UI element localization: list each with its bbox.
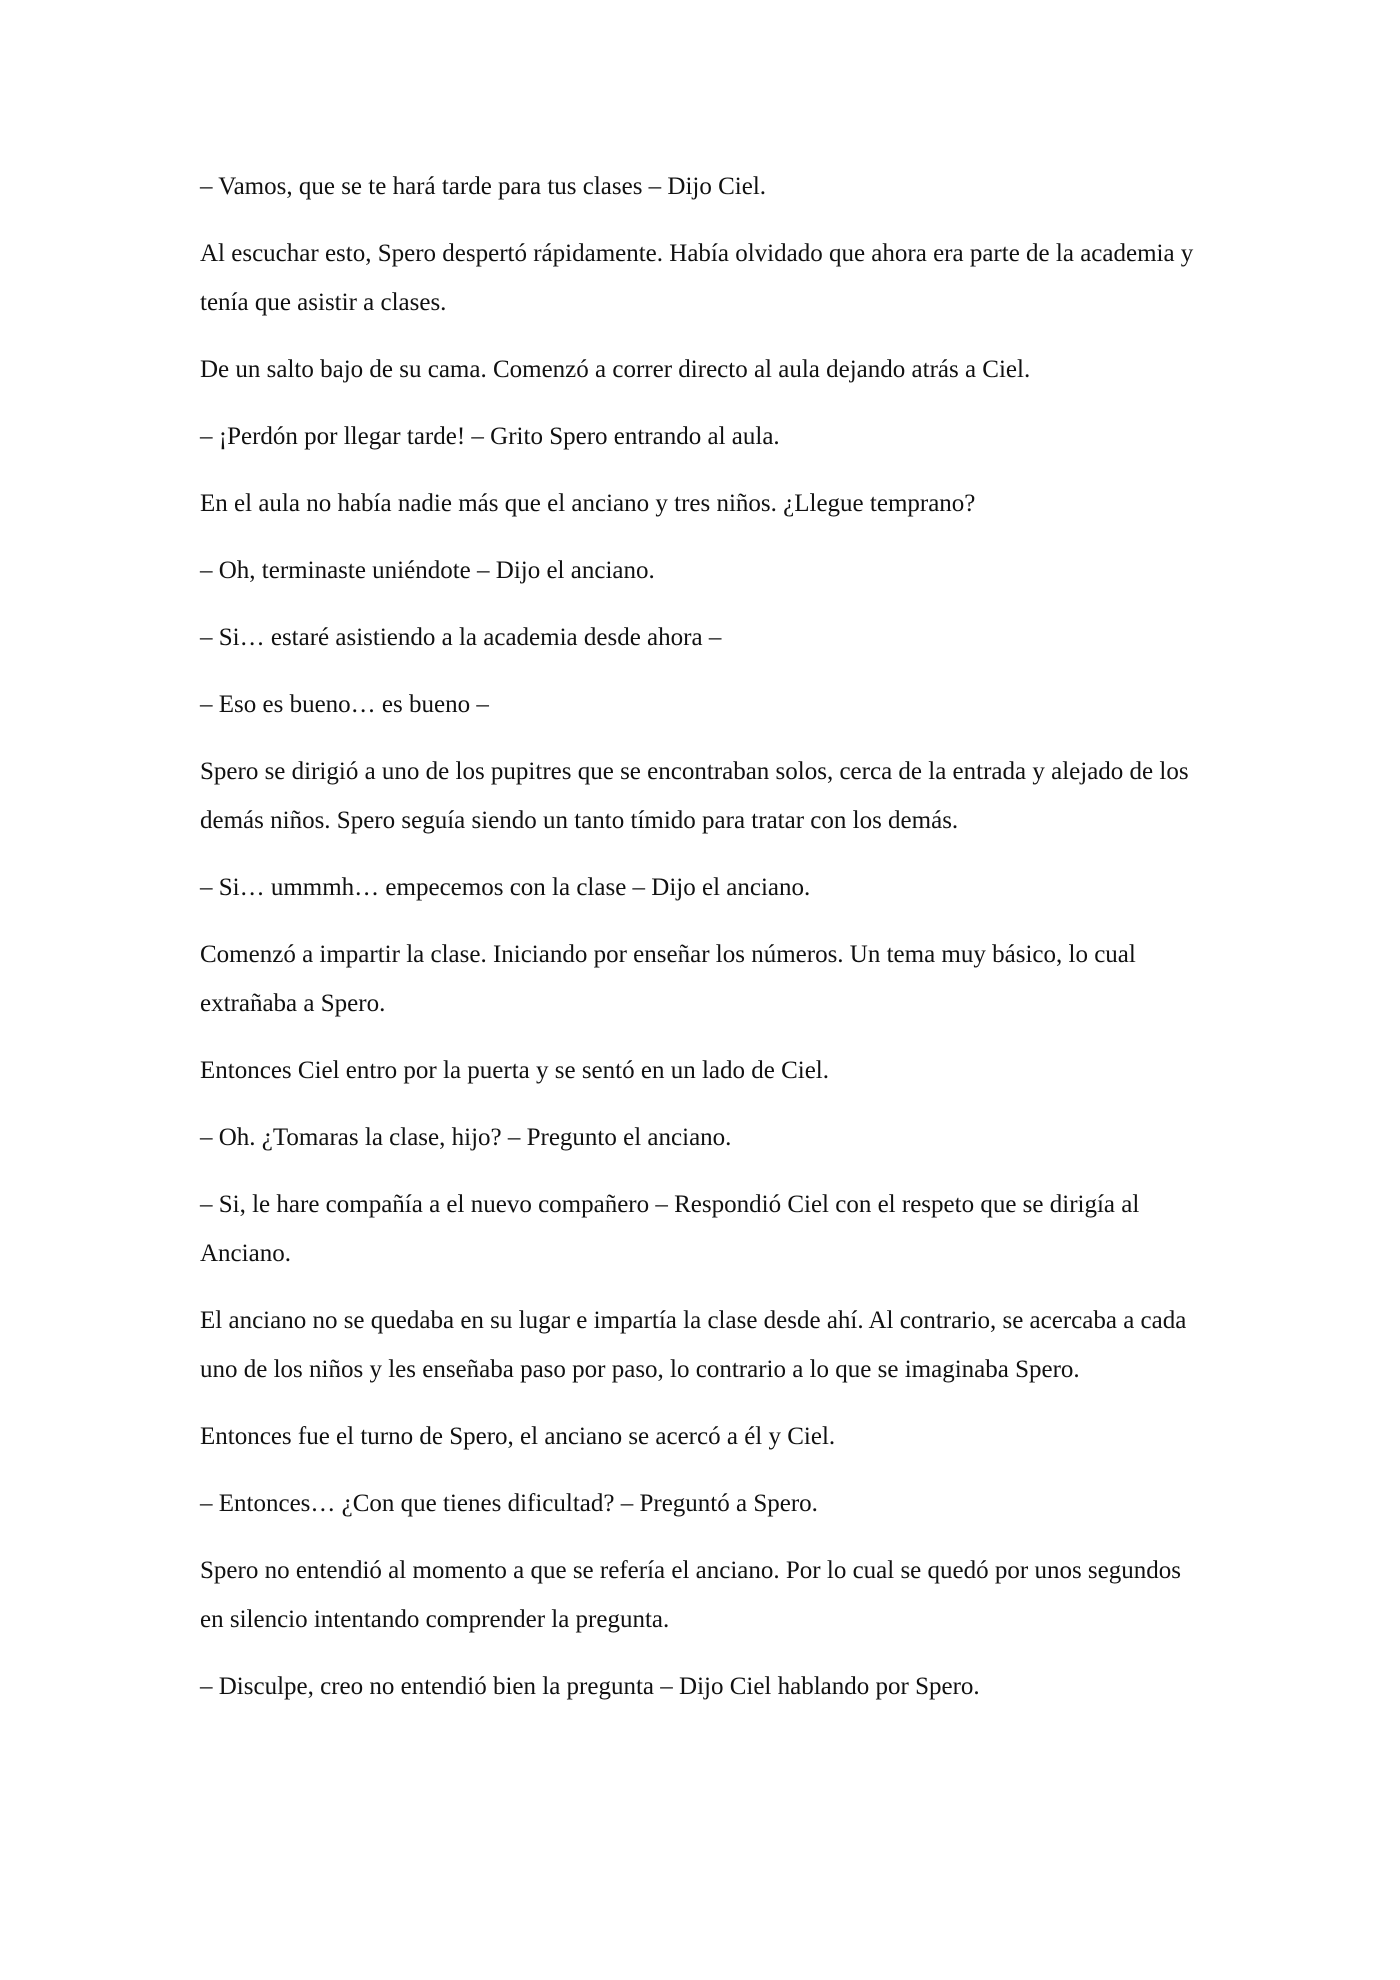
paragraph: Entonces fue el turno de Spero, el anciano se acercó a él y Ciel. <box>200 1423 836 1450</box>
paragraph: – Si… ummmh… empecemos con la clase – Dijo el anciano. <box>200 874 811 901</box>
paragraph: Comenzó a impartir la clase. Iniciando por enseñar los números. Un tema muy básico, lo cual extrañaba a Spero. <box>200 941 1136 1017</box>
paragraph: En el aula no había nadie más que el anciano y tres niños. ¿Llegue temprano? <box>200 490 976 517</box>
paragraph: Spero se dirigió a uno de los pupitres que se encontraban solos, cerca de la entrada y alejado de los demás niños. Spero seguía siendo un tanto tímido para tratar con los demás. <box>200 758 1189 834</box>
paragraph: Spero no entendió al momento a que se refería el anciano. Por lo cual se quedó por unos segundos en silencio intentando comprender la pregunta. <box>200 1557 1181 1633</box>
paragraph: – Si, le hare compañía a el nuevo compañero – Respondió Ciel con el respeto que se dirigía al Anciano. <box>200 1191 1140 1267</box>
paragraph: – Disculpe, creo no entendió bien la pregunta – Dijo Ciel hablando por Spero. <box>200 1673 980 1700</box>
document-body <box>200 162 1200 1729</box>
paragraph: – Oh. ¿Tomaras la clase, hijo? – Pregunto el anciano. <box>200 1124 732 1151</box>
paragraph: Entonces Ciel entro por la puerta y se sentó en un lado de Ciel. <box>200 1057 829 1084</box>
paragraph: – Vamos, que se te hará tarde para tus clases – Dijo Ciel. <box>200 173 767 200</box>
paragraph: – ¡Perdón por llegar tarde! – Grito Spero entrando al aula. <box>200 423 780 450</box>
paragraph: El anciano no se quedaba en su lugar e impartía la clase desde ahí. Al contrario, se acercaba a cada uno de los niños y les enseñaba paso por paso, lo contrario a lo que se imaginaba Spero. <box>200 1307 1187 1383</box>
paragraph: – Si… estaré asistiendo a la academia desde ahora – <box>200 624 722 651</box>
paragraph: De un salto bajo de su cama. Comenzó a correr directo al aula dejando atrás a Ciel. <box>200 356 1031 383</box>
paragraph: – Entonces… ¿Con que tienes dificultad? – Preguntó a Spero. <box>200 1490 818 1517</box>
paragraph: – Oh, terminaste uniéndote – Dijo el anciano. <box>200 557 655 584</box>
paragraph: – Eso es bueno… es bueno – <box>200 691 489 718</box>
paragraph: Al escuchar esto, Spero despertó rápidamente. Había olvidado que ahora era parte de la academia y tenía que asistir a clases. <box>200 240 1194 316</box>
